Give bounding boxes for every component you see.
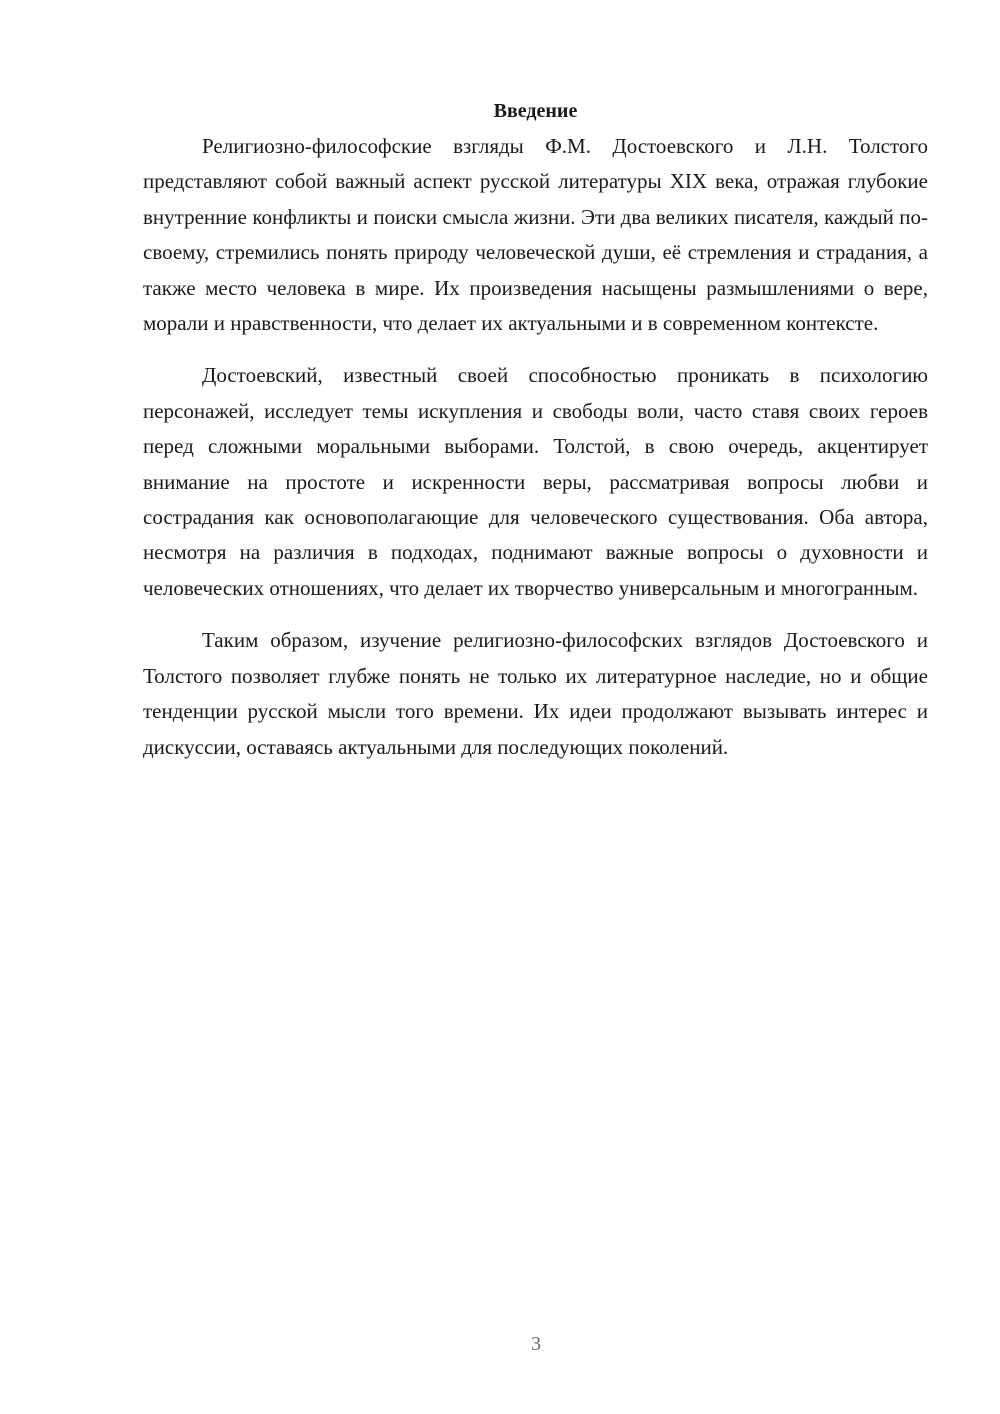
page-content <box>143 94 928 765</box>
paragraph-1: Религиозно-философские взгляды Ф.М. Достоевского и Л.Н. Толстого представляют собой важный аспект русской литературы XIX века, отражая глубокие внутренние конфликты и поиски смысла жизни. Эти два великих писателя, каждый по-своему, стремились понять природу человеческой души, её стремления и страдания, а также место человека в мире. Их произведения насыщены размышлениями о вере, морали и нравственности, что делает их актуальными и в современном контексте. <box>143 134 928 336</box>
paragraph-3: Таким образом, изучение религиозно-философских взглядов Достоевского и Толстого позволяет глубже понять не только их литературное наследие, но и общие тенденции русской мысли того времени. Их идеи продолжают вызывать интерес и дискуссии, оставаясь актуальными для последующих поколений. <box>143 628 928 759</box>
paragraph-2: Достоевский, известный своей способностью проникать в психологию персонажей, исследует темы искупления и свободы воли, часто ставя своих героев перед сложными моральными выборами. Толстой, в свою очередь, акцентирует внимание на простоте и искренности веры, рассматривая вопросы любви и сострадания как основополагающие для человеческого существования. Оба автора, несмотря на различия в подходах, поднимают важные вопросы о духовности и человеческих отношениях, что делает их творчество универсальным и многогранным. <box>143 363 928 600</box>
section-title: Введение <box>493 100 578 122</box>
page-number: 3 <box>531 1333 541 1355</box>
